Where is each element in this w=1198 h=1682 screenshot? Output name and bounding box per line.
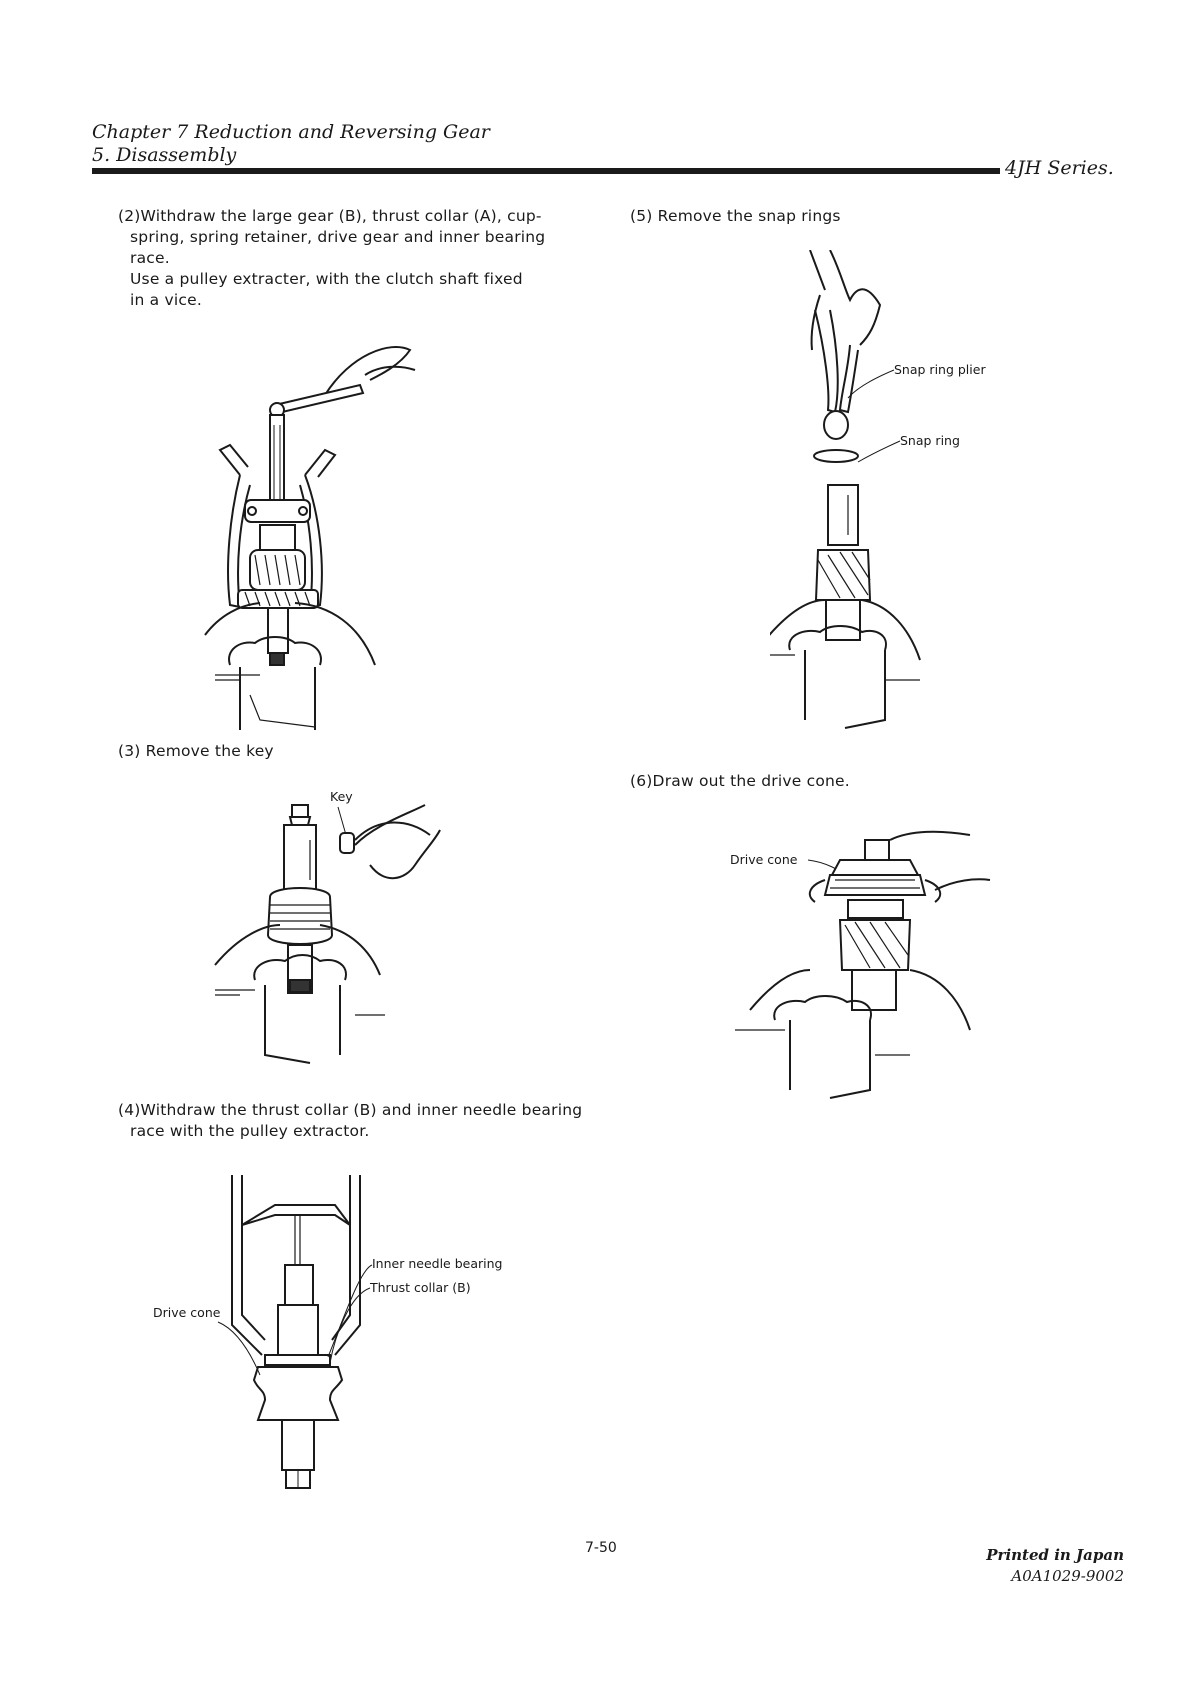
figure-remove-snap-rings (770, 250, 1080, 750)
step-2-text (118, 206, 578, 311)
step-4-text (118, 1100, 608, 1142)
figure-remove-key (210, 785, 490, 1065)
printed-in-label: Printed in Japan (986, 1546, 1124, 1564)
step-2-line-5: in a vice. (130, 291, 202, 309)
figure-inner-needle-bearing (150, 1175, 570, 1495)
series-label: 4JH Series. (1005, 157, 1114, 179)
header-rule (92, 168, 1000, 174)
thrust-collar-label: Thrust collar (B) (370, 1280, 471, 1295)
inner-needle-bearing-label: Inner needle bearing (372, 1256, 503, 1271)
drive-cone-label-fig4: Drive cone (153, 1305, 221, 1320)
step-5-text: (5) Remove the snap rings (630, 207, 841, 225)
step-4-line-2: race with the pulley extractor. (130, 1122, 370, 1140)
step-2-line-4: Use a pulley extracter, with the clutch shaft fixed (130, 270, 523, 288)
page-number: 7-50 (585, 1540, 617, 1556)
drive-cone-label-fig6: Drive cone (730, 852, 798, 867)
section-title: 5. Disassembly (92, 144, 237, 166)
figure-pulley-extractor (200, 335, 440, 730)
key-label: Key (330, 789, 353, 804)
step-6-text: (6)Draw out the drive cone. (630, 772, 850, 790)
snap-ring-plier-label: Snap ring plier (894, 362, 986, 377)
document-code: A0A1029-9002 (1011, 1567, 1124, 1585)
step-3-text: (3) Remove the key (118, 742, 274, 760)
step-2-line-3: race. (130, 249, 170, 267)
step-4-line-1: (4)Withdraw the thrust collar (B) and inner needle bearing (118, 1101, 583, 1119)
snap-ring-label: Snap ring (900, 433, 960, 448)
step-2-line-1: (2)Withdraw the large gear (B), thrust collar (A), cup- (118, 207, 542, 225)
step-2-line-2: spring, spring retainer, drive gear and inner bearing (130, 228, 546, 246)
chapter-title: Chapter 7 Reduction and Reversing Gear (92, 121, 490, 143)
figure-draw-drive-cone (730, 830, 1030, 1100)
